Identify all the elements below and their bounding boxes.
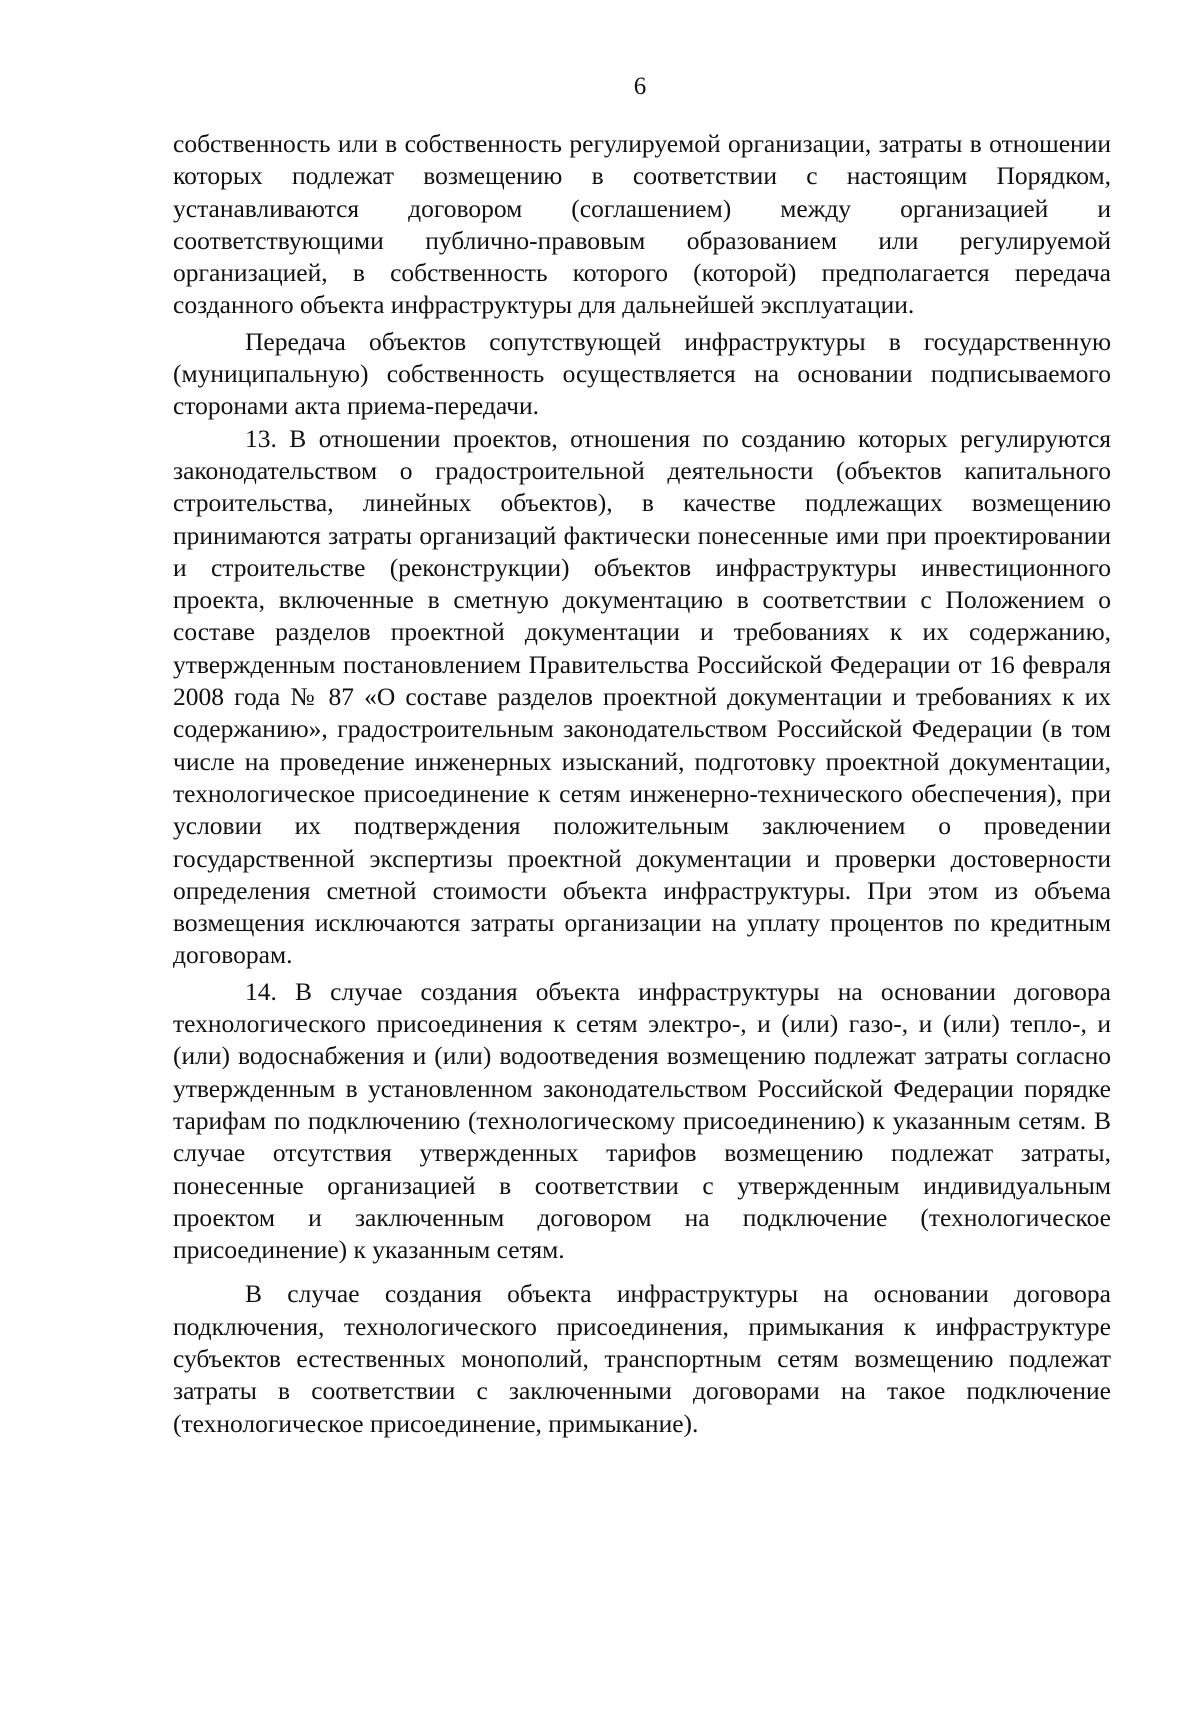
paragraph-transfer-of-infrastructure: Передача объектов сопутствующей инфраструктуры в государственную (муниципальную) собственность осуществляется на основании подписываемого сторонами акта приема-передачи. xyxy=(173,326,1111,421)
document-body xyxy=(173,128,1111,1440)
paragraph-continuation: собственность или в собственность регулируемой организации, затраты в отношении которых подлежат возмещению в соответствии с настоящим Порядком, устанавливаются договором (соглашением) между организацией и соответствующими публично-правовым образованием или регулируемой организацией, в собственность которого (которой) предполагается передача созданного объекта инфраструктуры для дальнейшей эксплуатации. xyxy=(173,129,1111,320)
paragraph-connection-agreement: В случае создания объекта инфраструктуры на основании договора подключения, технологического присоединения, примыкания к инфраструктуре субъектов естественных монополий, транспортным сетям возмещению подлежат затраты в соответствии с заключенными договорами на такое подключение (технологическое присоединение, примыкание). xyxy=(173,1279,1111,1438)
paragraph-item-13: 13. В отношении проектов, отношения по созданию которых регулируются законодательством о градостроительной деятельности (объектов капитального строительства, линейных объектов), в качестве подлежащих возмещению принимаются затраты организаций фактически понесенные ими при проектировании и строительстве (реконструкции) объектов инфраструктуры инвестиционного проекта, включенные в сметную документацию в соответствии с Положением о составе разделов проектной документации и требованиях к их содержанию, утвержденным постановлением Правительства Российской Федерации от 16 февраля 2008 года № 87 «О составе разделов проектной документации и требованиях к их содержанию», градостроительным законодательством Российской Федерации (в том числе на проведение инженерных изысканий, подготовку проектной документации, технологическое присоединение к сетям инженерно-технического обеспечения), при условии их подтверждения положительным заключением о проведении государственной экспертизы проектной документации и проверки достоверности определения сметной стоимости объекта инфраструктуры. При этом из объема возмещения исключаются затраты организации на уплату процентов по кредитным договорам. xyxy=(173,423,1111,970)
page-number: 6 xyxy=(633,73,647,100)
paragraph-item-14: 14. В случае создания объекта инфраструктуры на основании договора технологического присоединения к сетям электро-, и (или) газо-, и (или) тепло-, и (или) водоснабжения и (или) водоотведения возмещению подлежат затраты согласно утвержденным в установленном законодательством Российской Федерации порядке тарифам по подключению (технологическому присоединению) к указанным сетям. В случае отсутствия утвержденных тарифов возмещению подлежат затраты, понесенные организацией в соответствии с утвержденным индивидуальным проектом и заключенным договором на подключение (технологическое присоединение) к указанным сетям. xyxy=(173,976,1111,1265)
